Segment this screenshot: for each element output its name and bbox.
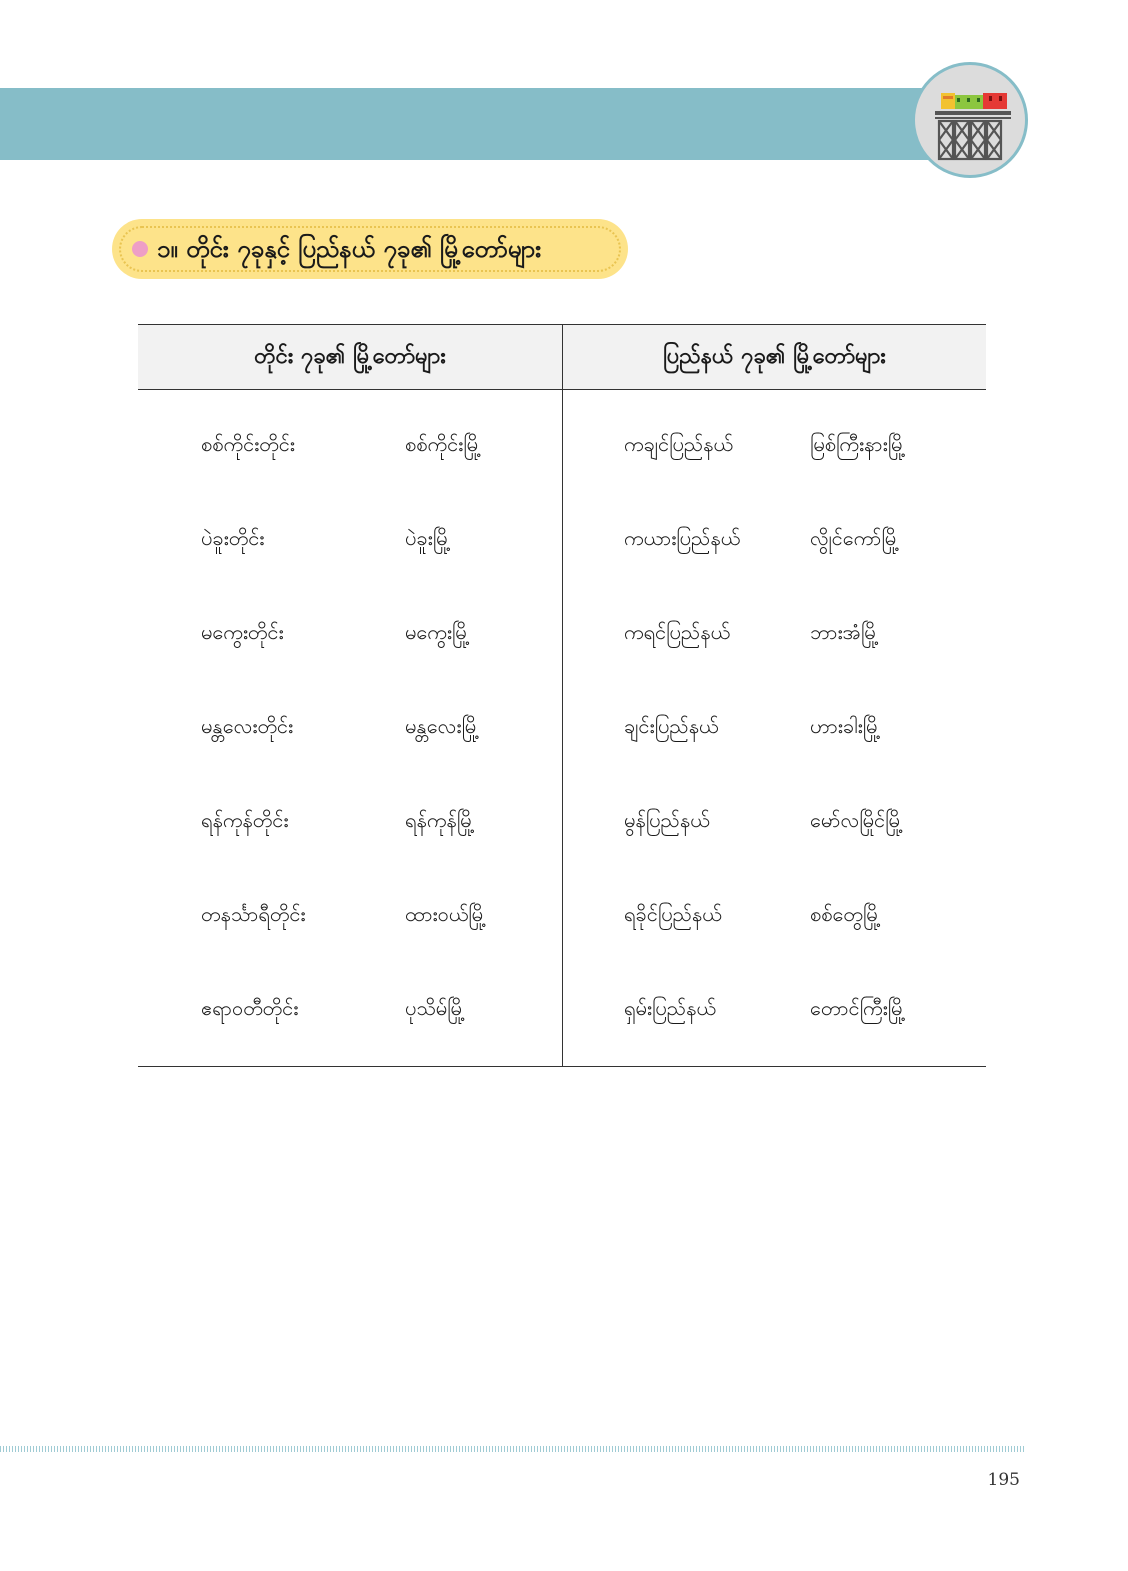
state-name: ကချင်ပြည်နယ် (624, 432, 733, 456)
state-name: ရခိုင်ပြည်နယ် (624, 902, 722, 926)
state-capital: စစ်တွေမြို့ (810, 902, 881, 926)
state-name: ရှမ်းပြည်နယ် (624, 996, 716, 1020)
region-name: တနင်္သာရီတိုင်း (201, 902, 306, 926)
table-row (138, 867, 986, 961)
region-capital: မန္တလေးမြို့ (405, 714, 480, 738)
bullet-dot-icon (132, 241, 148, 257)
table-row (138, 397, 986, 491)
region-name: ဧရာဝတီတိုင်း (201, 996, 299, 1020)
state-capital: ဘားအံမြို့ (810, 620, 879, 644)
region-capital: ထားဝယ်မြို့ (405, 902, 487, 926)
region-capital: ပုသိမ်မြို့ (405, 996, 466, 1020)
state-capital: မော်လမြိုင်မြို့ (810, 808, 904, 832)
region-capital: ပဲခူးမြို့ (405, 526, 451, 550)
region-name: ရန်ကုန်တိုင်း (201, 808, 289, 832)
header-state-capitals: ပြည်နယ် ၇ခု၏ မြို့တော်များ (663, 344, 886, 369)
header-band (0, 88, 975, 160)
table-row (138, 491, 986, 585)
state-name: ကယားပြည်နယ် (624, 526, 741, 550)
state-capital: မြစ်ကြီးနားမြို့ (810, 432, 906, 456)
region-name: မန္တလေးတိုင်း (201, 714, 294, 738)
table-row (138, 773, 986, 867)
header-region-capitals: တိုင်း ၇ခု၏ မြို့တော်များ (254, 344, 446, 369)
state-name: ကရင်ပြည်နယ် (624, 620, 731, 644)
region-capital: စစ်ကိုင်းမြို့ (405, 432, 482, 456)
region-capital: ရန်ကုန်မြို့ (405, 808, 475, 832)
table-row (138, 585, 986, 679)
region-capital: မကွေးမြို့ (405, 620, 470, 644)
table-row (138, 679, 986, 773)
region-name: မကွေးတိုင်း (201, 620, 284, 644)
region-name: စစ်ကိုင်းတိုင်း (201, 432, 295, 456)
footer-rule (0, 1446, 1026, 1452)
capitals-table (138, 324, 986, 1067)
state-capital: လွိုင်ကော်မြို့ (810, 526, 900, 550)
region-name: ပဲခူးတိုင်း (201, 526, 265, 550)
page-number: 195 (987, 1470, 1020, 1490)
table-row (138, 961, 986, 1055)
railway-bridge-icon (912, 62, 1028, 178)
state-name: မွန်ပြည်နယ် (624, 808, 710, 832)
state-name: ချင်းပြည်နယ် (624, 714, 719, 738)
state-capital: ဟားခါးမြို့ (810, 714, 881, 738)
section-title: ၁။ တိုင်း ၇ခုနှင့် ပြည်နယ် ၇ခု၏ မြို့တော်များ (157, 235, 542, 263)
state-capital: တောင်ကြီးမြို့ (810, 996, 906, 1020)
